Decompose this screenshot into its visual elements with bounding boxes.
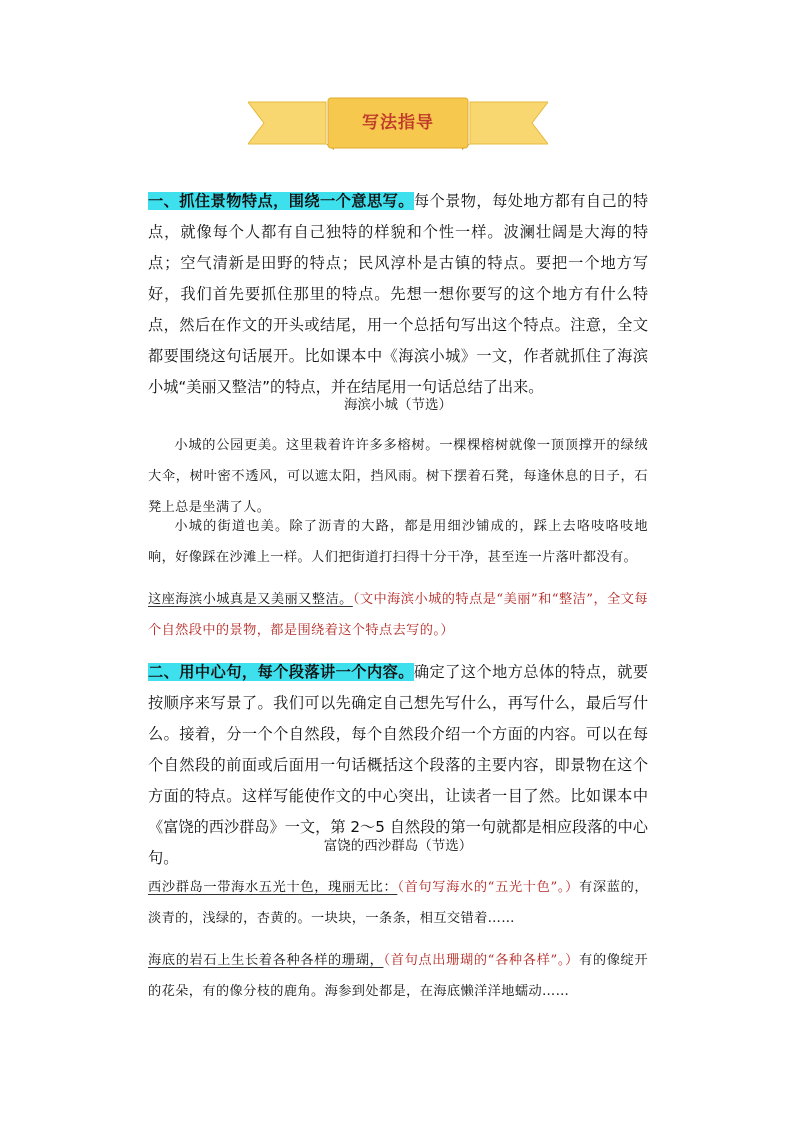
example-1-paragraph-3 bbox=[148, 584, 648, 646]
example-2-paragraph-1 bbox=[148, 872, 648, 934]
section-2-heading: 二、用中心句，每个段落讲一个内容。 bbox=[148, 663, 414, 681]
example-1-title: 海滨小城（节选） bbox=[344, 397, 452, 413]
section-1-heading: 一、抓住景物特点，围绕一个意思写。 bbox=[148, 192, 414, 210]
example-1-paragraph-2: 小城的街道也美。除了沥青的大路，都是用细沙铺成的，踩上去咯吱咯吱地响，好像踩在沙滩上一样。人们把街道打扫得十分干净，甚至连一片落叶都没有。 bbox=[148, 519, 648, 565]
example-2-title: 富饶的西沙群岛（节选） bbox=[323, 838, 473, 854]
banner-title: 写法指导 bbox=[362, 113, 434, 133]
section-1-paragraph bbox=[148, 186, 648, 403]
topic-sentence: 这座海滨小城真是又美丽又整洁。 bbox=[148, 592, 353, 607]
topic-sentence: 海底的岩石上生长着各种各样的珊瑚， bbox=[148, 953, 384, 968]
example-2-paragraph-2 bbox=[148, 945, 648, 1007]
example-1-paragraph-1: 小城的公园更美。这里栽着许许多多榕树。一棵棵榕树就像一顶顶撑开的绿绒大伞，树叶密不透风，可以遮太阳，挡风雨。树下摆着石凳，每逢休息的日子，石凳上总是坐满了人。 bbox=[148, 438, 648, 515]
annotation-note: （首句写海水的“五光十色”。） bbox=[397, 880, 580, 895]
section-2-body: 确定了这个地方总体的特点，就要按顺序来写景了。我们可以先确定自己想先写什么，再写什么，最后写什么。接着，分一个个自然段，每个自然段介绍一个方面的内容。可以在每个自然段的前面或后面用一句话概括这个段落的主要内容，即景物在这个方面的特点。这样写能使作文的中心突出，让读者一目了然。比如课本中《富饶的西沙群岛》一文，第 2～5 自然段的第一句就都是相应段落的中心句。 bbox=[148, 663, 649, 867]
section-1-body: 每个景物，每处地方都有自己的特点，就像每个人都有自己独特的样貌和个性一样。波澜壮阔是大海的特点；空气清新是田野的特点；民风淳朴是古镇的特点。要把一个地方写好，我们首先要抓住那里的特点。先想一想你要写的这个地方有什么特点，然后在作文的开头或结尾，用一个总括句写出这个特点。注意，全文都要围绕这句话展开。比如课本中《海滨小城》一文，作者就抓住了海滨小城“美丽又整洁”的特点，并在结尾用一句话总结了出来。 bbox=[148, 192, 649, 396]
example-2-paragraph-2-rest: 有的像绽开的花朵，有的像分枝的鹿角。海参到处都是，在海底懒洋洋地蠕动…… bbox=[148, 953, 648, 999]
annotation-note: （首句点出珊瑚的“各种各样”。） bbox=[383, 953, 579, 968]
example-2-paragraph-1-rest: 有深蓝的，淡青的，浅绿的，杏黄的。一块块，一条条，相互交错着…… bbox=[148, 880, 649, 926]
title-banner bbox=[248, 94, 548, 156]
annotation-note: （文中海滨小城的特点是“美丽”和“整洁”，全文每个自然段中的景物，都是围绕着这个特点去写的。） bbox=[148, 592, 649, 638]
topic-sentence: 西沙群岛一带海水五光十色，瑰丽无比： bbox=[148, 880, 398, 895]
